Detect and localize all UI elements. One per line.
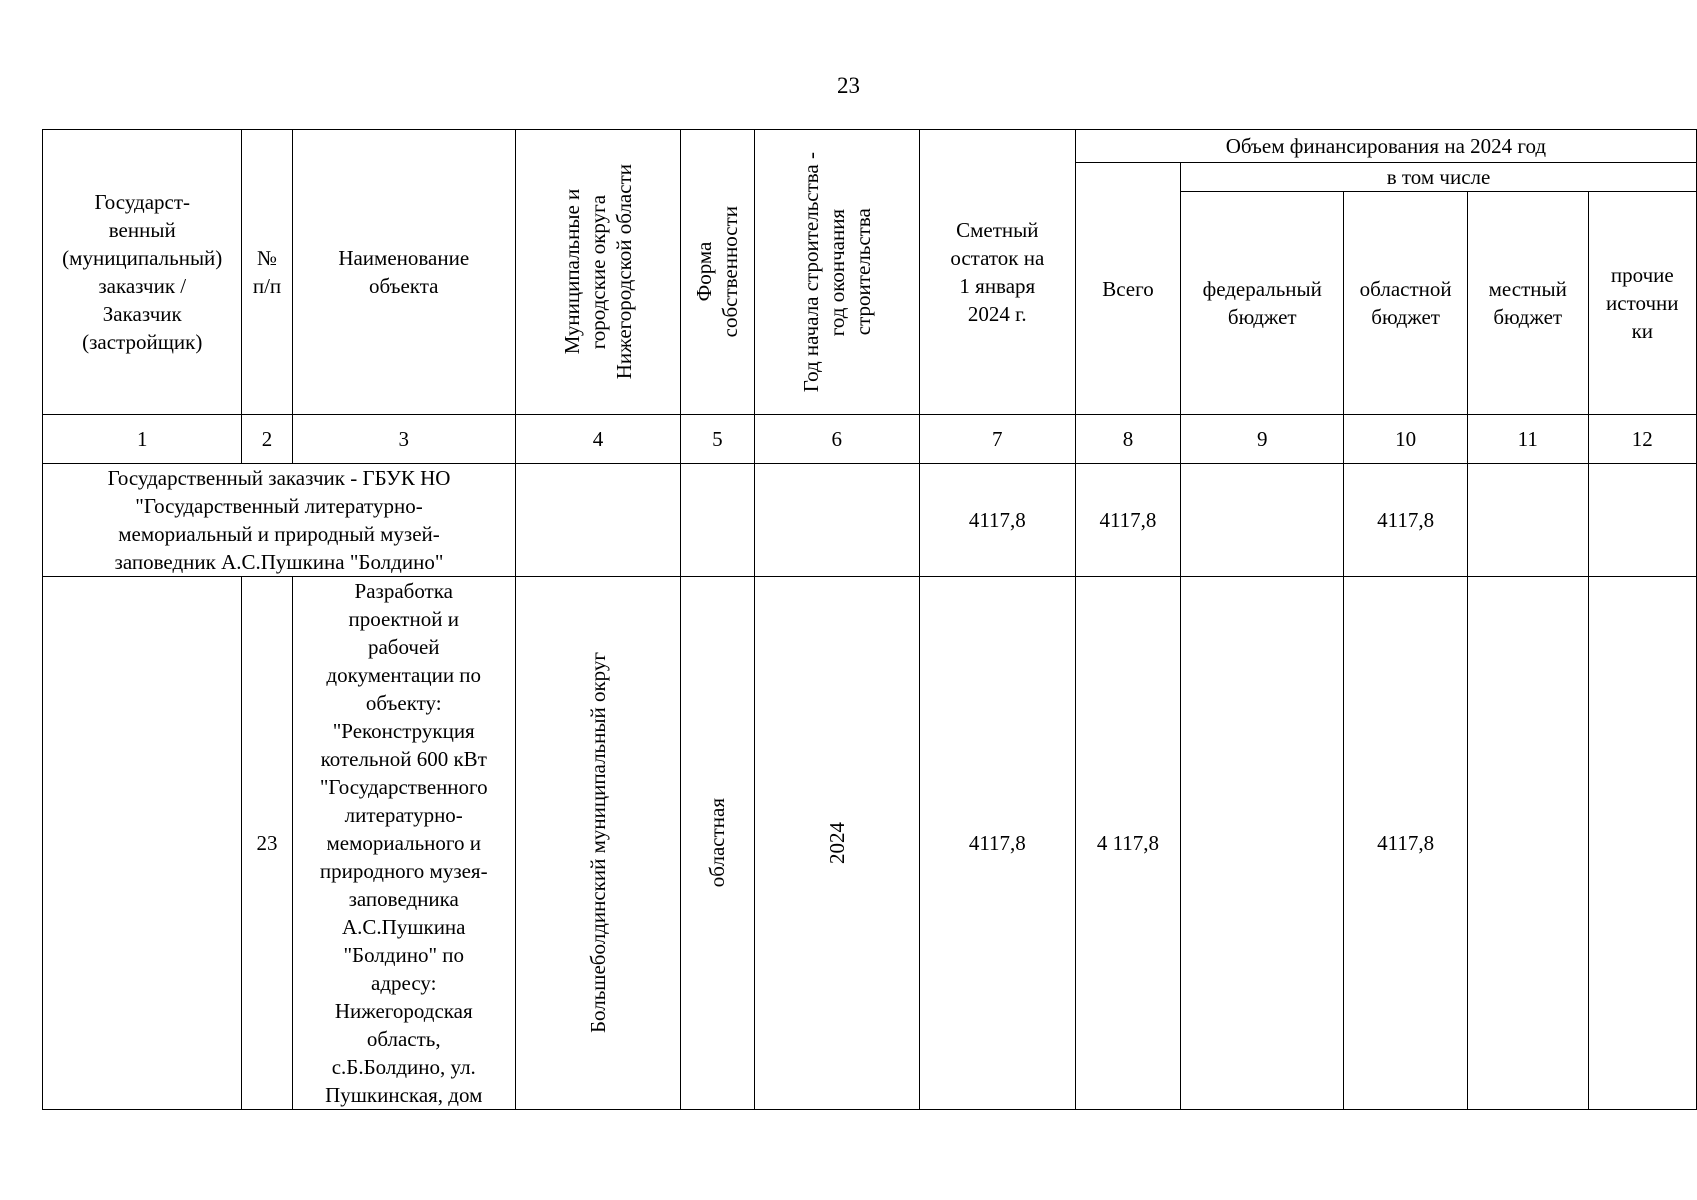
item-ownership-cell: [680, 577, 754, 1110]
item-years: 2024: [824, 822, 849, 864]
item-regional: 4117,8: [1344, 577, 1467, 1110]
column-number: 7: [919, 415, 1075, 464]
item-balance: 4117,8: [919, 577, 1075, 1110]
item-years-cell: [754, 577, 919, 1110]
header-including: в том числе: [1181, 163, 1697, 192]
financing-table: [42, 129, 1697, 1110]
header-other: [1588, 192, 1696, 415]
header-total: Всего: [1075, 163, 1180, 415]
column-number: 10: [1344, 415, 1467, 464]
group-total: 4117,8: [1075, 464, 1180, 577]
header-municipal-label: Муниципальные и городские округа Нижегородской области: [559, 164, 636, 380]
group-empty-cell: [1467, 464, 1588, 577]
header-federal: [1181, 192, 1344, 415]
header-num: [242, 130, 292, 415]
item-name: Разработка проектной и рабочей документации по объекту: "Реконструкция котельной 600 кВт "Государственного литературно- мемориального и природного музея- заповедника А.С.Пушкина "Болдино" по адресу: Нижегородская область, с.Б.Болдино, ул. Пушкинская, дом: [319, 579, 488, 1107]
item-municipal: Большеболдинский муниципальный округ: [585, 652, 610, 1034]
header-federal-label: федеральный бюджет: [1202, 277, 1322, 329]
column-number: 8: [1075, 415, 1180, 464]
header-years-label: Год начала строительства - год окончания строительства: [798, 151, 875, 393]
page-number: 23: [837, 73, 860, 98]
header-local-label: местный бюджет: [1488, 277, 1567, 329]
item-municipal-cell: [515, 577, 680, 1110]
column-number: 2: [242, 415, 292, 464]
header-customer-label: Государст- венный (муниципальный) заказчик / Заказчик (застройщик): [62, 190, 223, 354]
group-empty-cell: [680, 464, 754, 577]
group-balance: 4117,8: [919, 464, 1075, 577]
header-ownership-label: Форма собственности: [692, 206, 743, 338]
group-title-cell: [43, 464, 516, 577]
customer-group-row: [43, 464, 1697, 577]
group-empty-cell: [1588, 464, 1696, 577]
header-object-name-label: Наименование объекта: [338, 246, 470, 298]
header-customer: [43, 130, 242, 415]
column-number: 9: [1181, 415, 1344, 464]
item-customer-cell: [43, 577, 242, 1110]
group-empty-cell: [754, 464, 919, 577]
column-number: 12: [1588, 415, 1696, 464]
item-name-cell: [292, 577, 515, 1110]
group-empty-cell: [1181, 464, 1344, 577]
column-number: 6: [754, 415, 919, 464]
header-municipal: [515, 130, 680, 415]
column-number: 1: [43, 415, 242, 464]
column-number-row: [43, 415, 1697, 464]
column-number: 11: [1467, 415, 1588, 464]
item-other-cell: [1588, 577, 1696, 1110]
item-ownership: областная: [705, 798, 730, 888]
header-balance-label: Сметный остаток на 1 января 2024 г.: [950, 218, 1045, 326]
item-num: 23: [242, 577, 292, 1110]
column-number: 4: [515, 415, 680, 464]
group-regional: 4117,8: [1344, 464, 1467, 577]
header-other-label: прочие источни ки: [1606, 263, 1679, 343]
item-federal-cell: [1181, 577, 1344, 1110]
group-title: Государственный заказчик - ГБУК НО "Государственный литературно- мемориальный и природный музей- заповедник А.С.Пушкина "Болдино": [107, 466, 451, 574]
header-local: [1467, 192, 1588, 415]
header-regional-label: областной бюджет: [1359, 277, 1452, 329]
column-number: 3: [292, 415, 515, 464]
item-total: 4 117,8: [1075, 577, 1180, 1110]
header-financing: Объем финансирования на 2024 год: [1075, 130, 1696, 163]
header-years: [754, 130, 919, 415]
group-empty-cell: [515, 464, 680, 577]
header-balance: [919, 130, 1075, 415]
header-object-name: [292, 130, 515, 415]
header-regional: [1344, 192, 1467, 415]
header-ownership: [680, 130, 754, 415]
header-num-label: № п/п: [252, 246, 282, 298]
item-local-cell: [1467, 577, 1588, 1110]
table-row: [43, 577, 1697, 1110]
column-number: 5: [680, 415, 754, 464]
